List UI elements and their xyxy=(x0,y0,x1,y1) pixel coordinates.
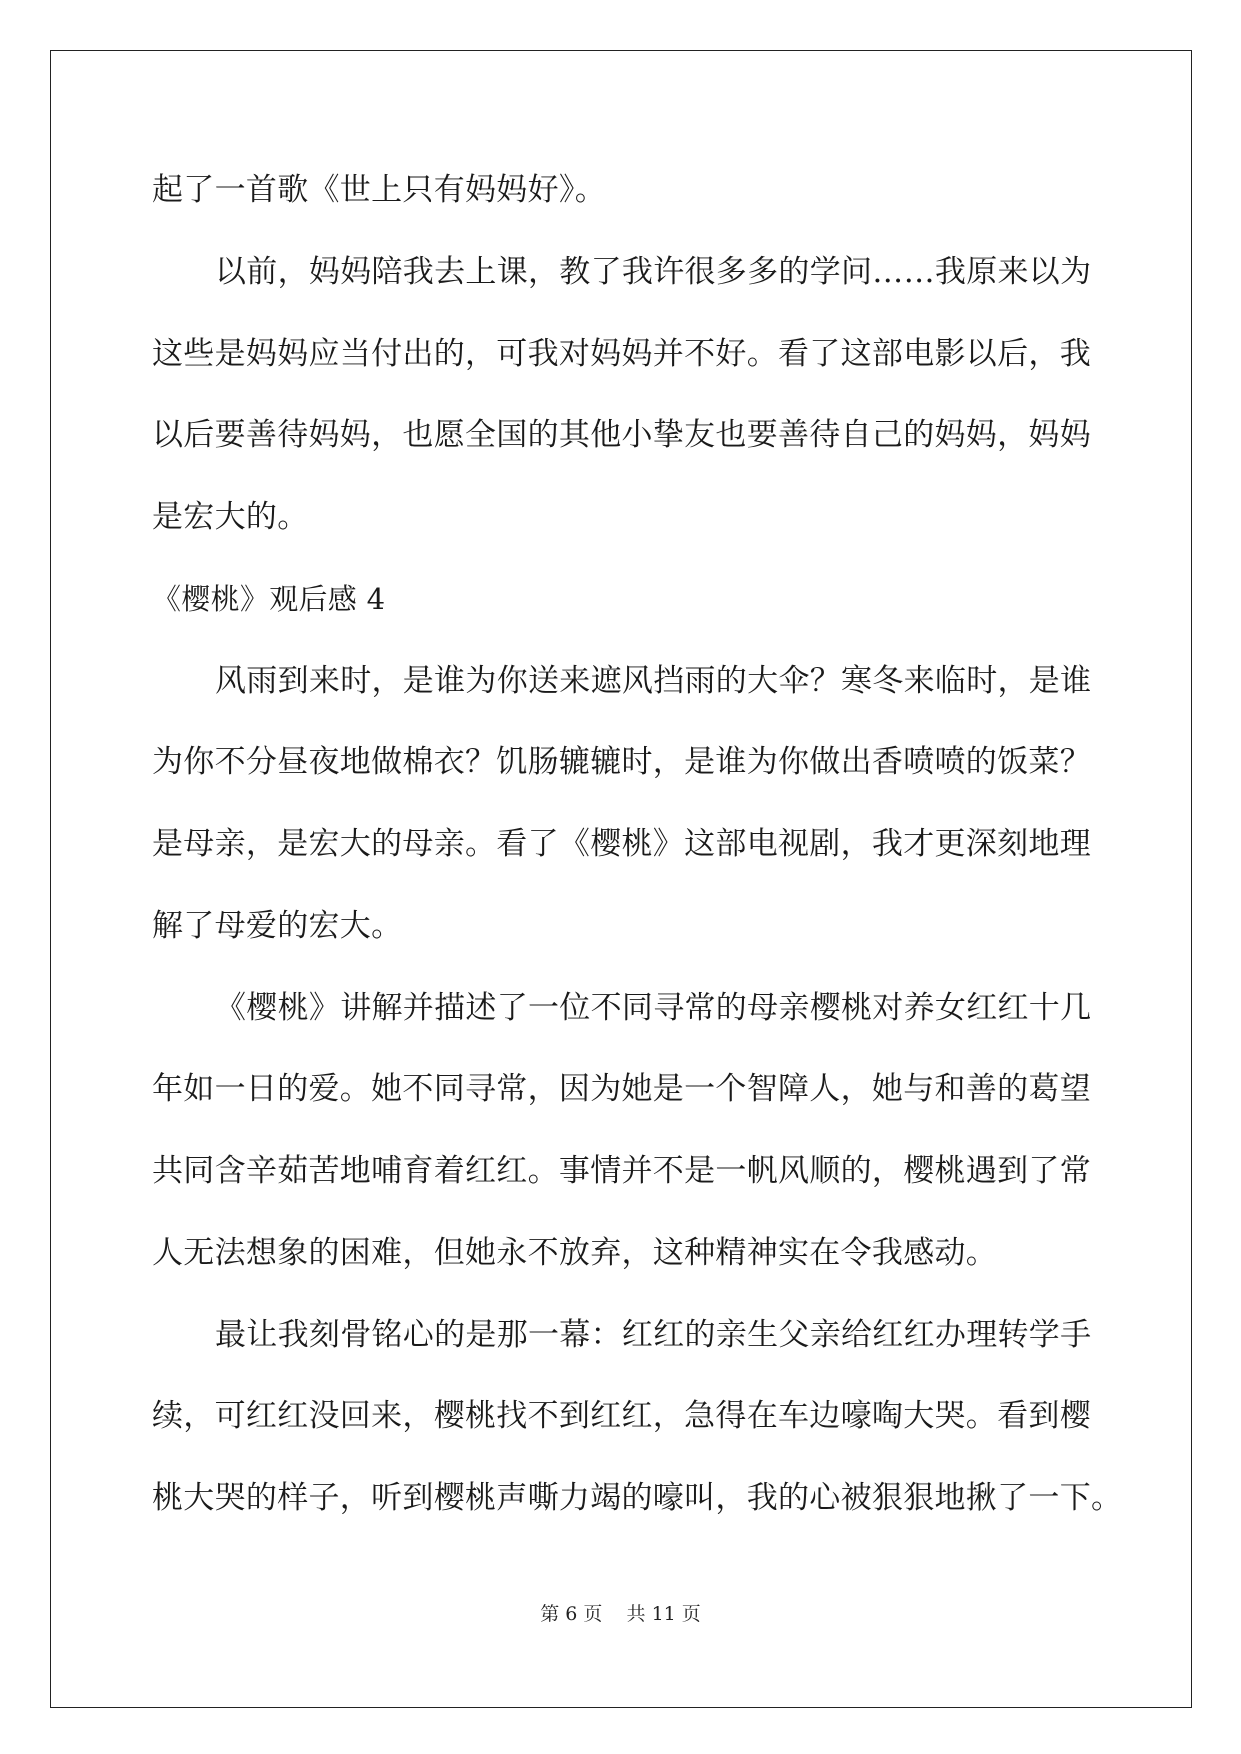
text-line: 桃大哭的样子，听到樱桃声嘶力竭的嚎叫，我的心被狠狠地揪了一下。 xyxy=(152,1480,1123,1516)
paragraph xyxy=(152,968,1112,1295)
text-line: 是宏大的。 xyxy=(152,499,309,535)
text-line: 最让我刻骨铭心的是那一幕：红红的亲生父亲给红红办理转学手 xyxy=(215,1316,1092,1353)
text-line: 共同含辛茹苦地哺育着红红。事情并不是一帆风顺的，樱桃遇到了常 xyxy=(152,1153,1091,1189)
text-line: 为你不分昼夜地做棉衣？饥肠辘辘时，是谁为你做出香喷喷的饭菜？ xyxy=(152,744,1091,781)
paragraph xyxy=(152,641,1112,968)
section-heading-text: 《樱桃》观后感 4 xyxy=(152,581,386,616)
text-line: 风雨到来时，是谁为你送来遮风挡雨的大伞？寒冬来临时，是谁 xyxy=(215,662,1092,699)
text-line: 是母亲，是宏大的母亲。看了《樱桃》这部电视剧，我才更深刻地理 xyxy=(152,826,1091,862)
section-heading xyxy=(152,559,1112,641)
text-line: 续，可红红没回来，樱桃找不到红红，急得在车边嚎啕大哭。看到樱 xyxy=(152,1398,1091,1435)
text-line: 以前，妈妈陪我去上课，教了我许很多多的学问……我原来以为 xyxy=(215,253,1092,290)
page-number-footer: 第 6 页 共 11 页 xyxy=(540,1603,701,1625)
paragraph xyxy=(152,1295,1123,1540)
text-line: 解了母爱的宏大。 xyxy=(152,907,403,944)
text-line: 起了一首歌《世上只有妈妈好》。 xyxy=(152,172,606,208)
paragraph xyxy=(152,150,1112,232)
text-line: 这些是妈妈应当付出的，可我对妈妈并不好。看了这部电影以后，我 xyxy=(152,335,1091,372)
paragraph xyxy=(152,232,1112,559)
text-line: 年如一日的爱。她不同寻常，因为她是一个智障人，她与和善的葛望 xyxy=(152,1071,1091,1108)
text-line: 《樱桃》讲解并描述了一位不同寻常的母亲樱桃对养女红红十几 xyxy=(215,989,1092,1026)
document-body xyxy=(152,150,1123,1540)
text-line: 以后要善待妈妈，也愿全国的其他小挚友也要善待自己的妈妈，妈妈 xyxy=(152,417,1091,454)
text-line: 人无法想象的困难，但她永不放弃，这种精神实在令我感动。 xyxy=(152,1234,998,1271)
